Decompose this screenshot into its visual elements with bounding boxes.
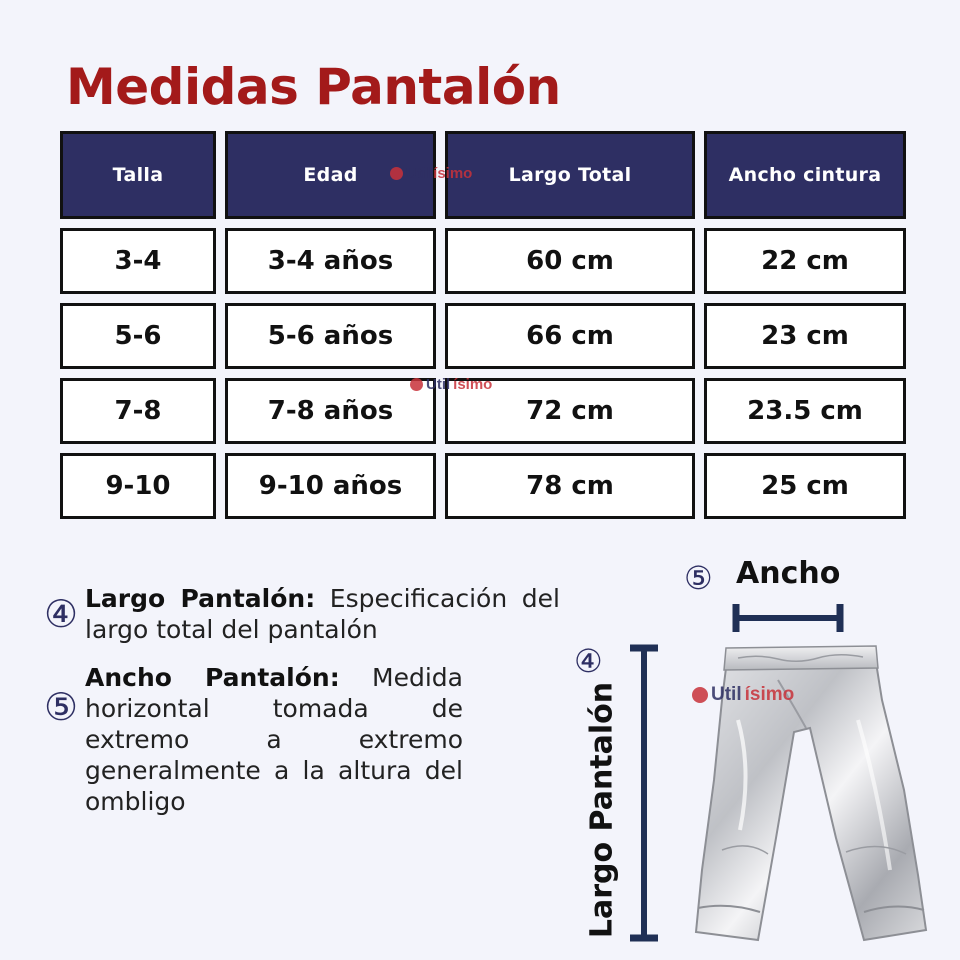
page-title: Medidas Pantalón (66, 58, 561, 116)
description-ancho (85, 662, 463, 817)
ancho-label: Ancho (736, 556, 841, 591)
description-largo (85, 583, 560, 645)
ancho-number-icon: ⑤ (684, 559, 713, 597)
number-five-icon: ⑤ (44, 685, 79, 729)
table-cell: 22 cm (704, 228, 906, 294)
logo-icon (410, 378, 423, 391)
header-cell-edad: Edad (225, 131, 436, 219)
table-cell: 7-8 años (225, 378, 436, 444)
table-cell: 78 cm (445, 453, 695, 519)
description-text: Medida horizontal tomada de extremo a extremo generalmente a la altura del ombligo (85, 663, 463, 816)
logo-icon (692, 687, 708, 703)
table-cell: 3-4 (60, 228, 216, 294)
table-cell: 5-6 (60, 303, 216, 369)
logo-icon (390, 167, 403, 180)
table-cell: 23 cm (704, 303, 906, 369)
largo-pantalon-label: Largo Pantalón (584, 681, 620, 939)
table-cell: 7-8 (60, 378, 216, 444)
table-cell: 60 cm (445, 228, 695, 294)
watermark-logo: Util ísimo (410, 376, 492, 393)
watermark-logo: Util ísimo (692, 684, 794, 706)
table-cell: 3-4 años (225, 228, 436, 294)
description-term: Ancho Pantalón: (85, 663, 340, 692)
header-cell-ancho-cintura: Ancho cintura (704, 131, 906, 219)
largo-measure-icon (626, 642, 662, 944)
ancho-measure-icon (728, 600, 848, 636)
header-cell-talla: Talla (60, 131, 216, 219)
header-cell-largo-total: Largo Total (445, 131, 695, 219)
largo-number-icon: ④ (574, 642, 603, 680)
description-term: Largo Pantalón: (85, 584, 316, 613)
table-cell: 5-6 años (225, 303, 436, 369)
table-cell: 72 cm (445, 378, 695, 444)
table-cell: 66 cm (445, 303, 695, 369)
table-cell: 9-10 años (225, 453, 436, 519)
number-four-icon: ④ (44, 592, 79, 636)
watermark-logo: Util ísimo (390, 165, 472, 182)
table-cell: 25 cm (704, 453, 906, 519)
description-text: Especificación del largo total del pantalón (85, 584, 560, 644)
table-cell: 9-10 (60, 453, 216, 519)
table-cell: 23.5 cm (704, 378, 906, 444)
